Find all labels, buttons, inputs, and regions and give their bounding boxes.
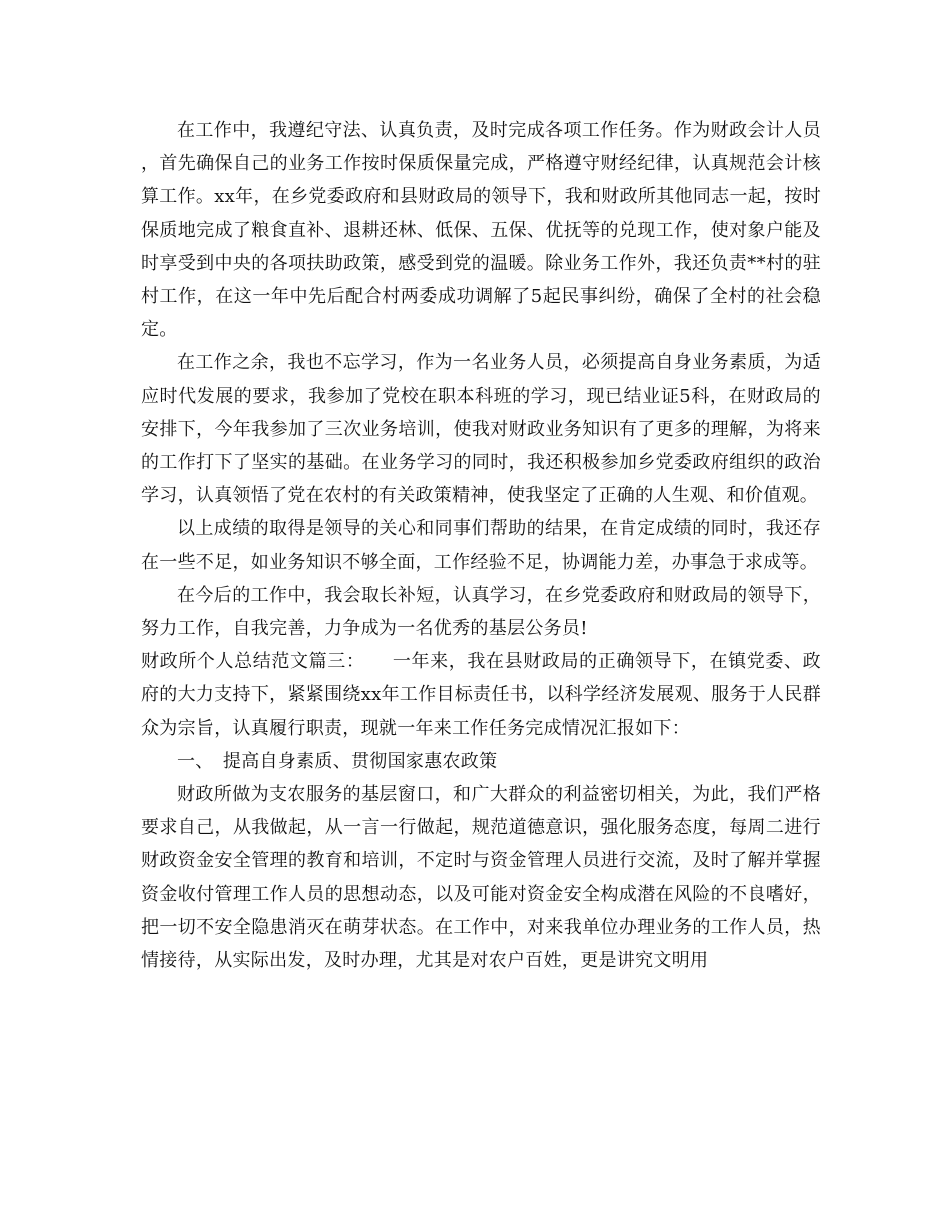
paragraph-work-duties: 在工作中，我遵纪守法、认真负责，及时完成各项工作任务。作为财政会计人员，首先确保自己的业务工作按时保质保量完成，严格遵守财经纪律，认真规范会计核算工作。xx年，在乡党委政府和县财政局的领导下，我和财政所其他同志一起，按时保质地完成了粮食直补、退耕还林、低保、五保、优抚等的兑现工作，使对象户能及时享受到中央的各项扶助政策，感受到党的温暖。除业务工作外，我还负责**村的驻村工作，在这一年中先后配合村两委成功调解了5起民事纠纷，确保了全村的社会稳定。 — [141, 120, 821, 341]
paragraph-shortcomings: 以上成绩的取得是领导的关心和同事们帮助的结果，在肯定成绩的同时，我还存在一些不足，如业务知识不够全面，工作经验不足，协调能力差，办事急于求成等。 — [141, 518, 821, 573]
paragraph-service-window: 财政所做为支农服务的基层窗口，和广大群众的利益密切相关，为此，我们严格要求自己，从我做起，从一言一行做起，规范道德意识，强化服务态度，每周二进行财政资金安全管理的教育和培训，不定时与资金管理人员进行交流，及时了解并掌握资金收付管理工作人员的思想动态，以及可能对资金安全构成潜在风险的不良嗜好，把一切不安全隐患消灭在萌芽状态。在工作中，对来我单位办理业务的工作人员，热情接待，从实际出发，及时办理，尤其是对农户百姓，更是讲究文明用 — [141, 784, 821, 972]
paragraph-article-three-intro: 财政所个人总结范文篇三： 一年来，我在县财政局的正确领导下，在镇党委、政府的大力支持下，紧紧围绕xx年工作目标责任书，以科学经济发展观、服务于人民群众为宗旨，认真履行职责，现就一年来工作任务完成情况汇报如下： — [141, 651, 821, 739]
section-heading-one: 一、 提高自身素质、贯彻国家惠农政策 — [177, 750, 498, 772]
document-body — [141, 114, 821, 977]
paragraph-study: 在工作之余，我也不忘学习，作为一名业务人员，必须提高自身业务素质，为适应时代发展的要求，我参加了党校在职本科班的学习，现已结业证5科，在财政局的安排下，今年我参加了三次业务培训，使我对财政业务知识有了更多的理解，为将来的工作打下了坚实的基础。在业务学习的同时，我还积极参加乡党委政府组织的政治学习，认真领悟了党在农村的有关政策精神，使我坚定了正确的人生观、和价值观。 — [141, 352, 821, 507]
paragraph-future-work: 在今后的工作中，我会取长补短，认真学习，在乡党委政府和财政局的领导下，努力工作，自我完善，力争成为一名优秀的基层公务员! — [141, 584, 821, 640]
